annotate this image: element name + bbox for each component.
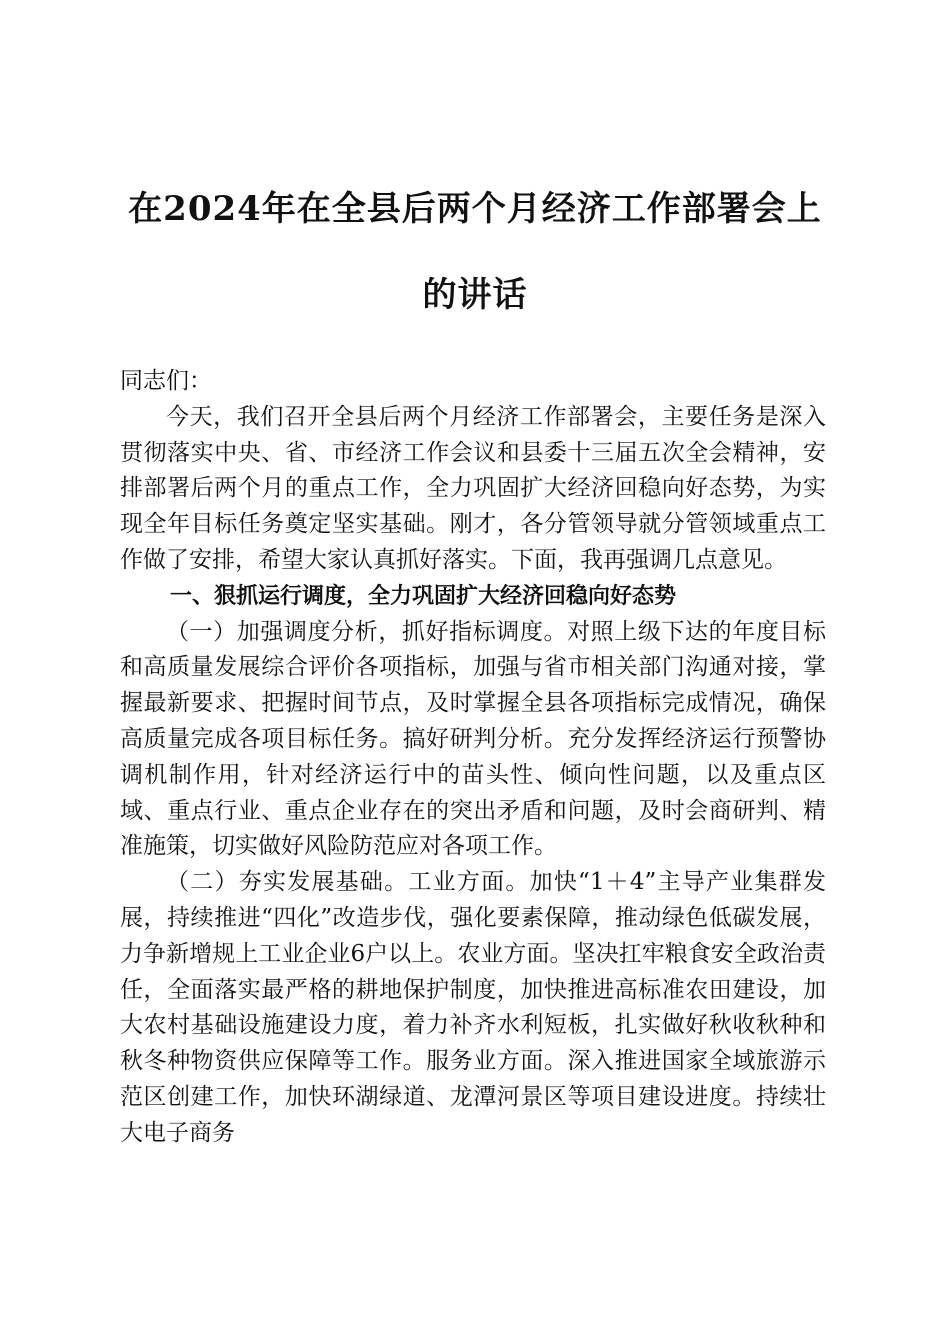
paragraph-intro: 今天，我们召开全县后两个月经济工作部署会，主要任务是深入贯彻落实中央、省、市经济工作会议和县委十三届五次全会精神，安排部署后两个月的重点工作，全力巩固扩大经济回稳向好态势，为实现全年目标任务奠定坚实基础。刚才，各分管领导就分管领域重点工作做了安排，希望大家认真抓好落实。下面，我再强调几点意见。 (120, 403, 826, 573)
document-body (120, 364, 826, 1152)
title-line-2: 的讲话 (422, 275, 528, 315)
salutation: 同志们： (120, 368, 212, 394)
paragraph-2: （二）夯实发展基础。工业方面。加快“1＋4”主导产业集群发展，持续推进“四化”改造步伐，强化要素保障，推动绿色低碳发展，力争新增规上工业企业6户以上。农业方面。坚决扛牢粮食安全政治责任，全面落实最严格的耕地保护制度，加快推进高标准农田建设，加大农村基础设施建设力度，着力补齐水利短板，扎实做好秋收秋种和秋冬种物资供应保障等工作。服务业方面。深入推进国家全域旅游示范区创建工作，加快环湖绿道、龙潭河景区等项目建设进度。持续壮大电子商务 (120, 869, 826, 1146)
section-heading-1: 一、狠抓运行调度，全力巩固扩大经济回稳向好态势 (170, 583, 677, 609)
title-line-1: 在2024年在全县后两个月经济工作部署会上 (128, 189, 822, 229)
document-title (100, 166, 850, 338)
paragraph-1: （一）加强调度分析，抓好指标调度。对照上级下达的年度目标和高质量发展综合评价各项指标，加强与省市相关部门沟通对接，掌握最新要求、把握时间节点，及时掌握全县各项指标完成情况，确保高质量完成各项目标任务。搞好研判分析。充分发挥经济运行预警协调机制作用，针对经济运行中的苗头性、倾向性问题，以及重点区域、重点行业、重点企业存在的突出矛盾和问题，及时会商研判、精准施策，切实做好风险防范应对各项工作。 (120, 618, 826, 860)
